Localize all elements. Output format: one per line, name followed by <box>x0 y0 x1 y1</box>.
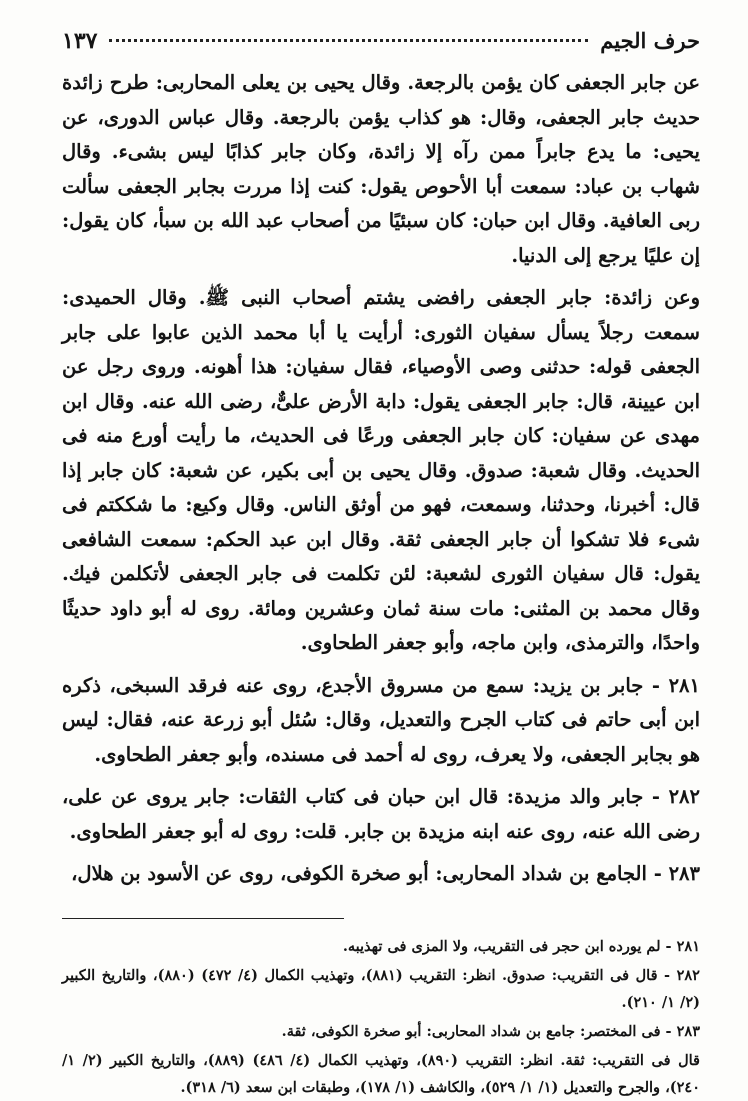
footnote-separator <box>62 918 700 919</box>
body-paragraph-1: عن جابر الجعفى كان يؤمن بالرجعة. وقال يحيى بن يعلى المحاربى: طرح زائدة حديث جابر الجعفى، وقال: هو كذاب يؤمن بالرجعة. وقال عباس الدورى، عن يحيى: ما يدع جابراً ممن رآه إلا زائدة، وكان جابر كذابًا ليس بشىء. وقال شهاب بن عباد: سمعت أبا الأحوص يقول: كنت إذا مررت بجابر الجعفى سألت ربى العافية. وقال ابن حبان: كان سبئيًا من أصحاب عبد الله بن سبأ، كان يقول: إن عليًا يرجع إلى الدنيا. <box>62 71 700 267</box>
footnote-rule <box>62 918 344 919</box>
footnote-282: ٢٨٢ - قال فى التقريب: صدوق. انظر: التقريب (٨٨١)، وتهذيب الكمال (٤/ ٤٧٢) (٨٨٠)، والتاريخ الكبير (٢/ ١/ ٢١٠). <box>62 966 700 1011</box>
entry-281: ٢٨١ - جابر بن يزيد: سمع من مسروق الأجدع، روى عنه فرقد السبخى، ذكره ابن أبى حاتم فى كتاب الجرح والتعديل، وقال: سُئل أبو زرعة عنه، فقال: ليس هو بجابر الجعفى، ولا يعرف، روى له أحمد فى مسنده، وأبو جعفر الطحاوى. <box>62 673 700 766</box>
header-title: حرف الجيم <box>600 28 700 53</box>
footnote-283-continued: قال فى التقريب: ثقة. انظر: التقريب (٨٩٠)، وتهذيب الكمال (٤/ ٤٨٦) (٨٨٩)، والتاريخ الكبير (٢/ ١/ ٢٤٠)، والجرح والتعديل (١/ ١/ ٥٢٩)، والكاشف (١/ ١٧٨)، وطبقات ابن سعد (٦/ ٣١٨). <box>62 1051 700 1096</box>
body-paragraph-2: وعن زائدة: جابر الجعفى رافضى يشتم أصحاب النبى ﷺ. وقال الحميدى: سمعت رجلاً يسأل سفيان الثورى: أرأيت يا أبا محمد الذين عابوا على جابر الجعفى قوله: حدثنى وصى الأوصياء، فقال سفيان: هذا أهونه. وروى رجل عن ابن عيينة، قال: جابر الجعفى يقول: دابة الأرض علىٌّ، رضى الله عنه. وقال ابن مهدى عن سفيان: كان جابر الجعفى ورعًا فى الحديث، ما رأيت أورع منه فى الحديث. وقال شعبة: صدوق. وقال يحيى بن أبى بكير، عن شعبة: كان جابر إذا قال: أخبرنا، وحدثنا، وسمعت، فهو من أوثق الناس. وقال وكيع: ما شككتم فى شىء فلا تشكوا أن جابر الجعفى ثقة. وقال ابن عبد الحكم: سمعت الشافعى يقول: قال سفيان الثورى لشعبة: لئن تكلمت فى جابر الجعفى لأتكلمن فيك. وقال محمد بن المثنى: مات سنة ثمان وعشرين ومائة. روى له أبو داود حديثًا واحدًا، والترمذى، وابن ماجه، وأبو جعفر الطحاوى. <box>62 286 700 654</box>
footnote-283: ٢٨٣ - فى المختصر: جامع بن شداد المحاربى: أبو صخرة الكوفى، ثقة. <box>281 1022 700 1040</box>
footnote-281: ٢٨١ - لم يورده ابن حجر فى التقريب، ولا المزى فى تهذيبه. <box>342 937 700 955</box>
entry-282: ٢٨٢ - جابر والد مزيدة: قال ابن حبان فى كتاب الثقات: جابر يروى عن على، رضى الله عنه، روى عنه ابنه مزيدة بن جابر. قلت: روى له أبو جعفر الطحاوى. <box>62 785 700 843</box>
dotted-leader <box>109 39 588 42</box>
running-header <box>62 28 700 62</box>
page-number: ١٣٧ <box>62 28 98 54</box>
entry-283: ٢٨٣ - الجامع بن شداد المحاربى: أبو صخرة الكوفى، روى عن الأسود بن هلال، <box>71 862 700 885</box>
